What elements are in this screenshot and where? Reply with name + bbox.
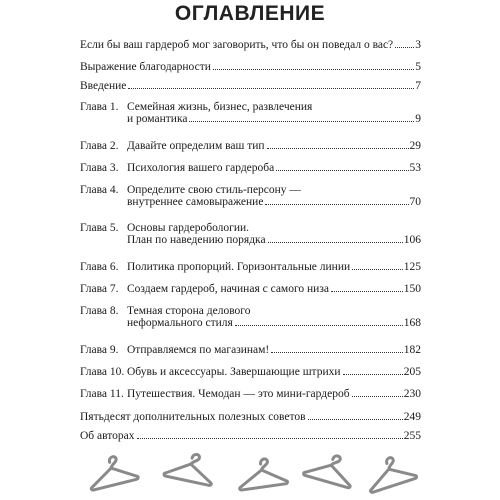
chapter-number: Глава 9. <box>80 344 119 356</box>
chapter-title-line: Семейная жизнь, бизнес, развлечения <box>127 101 313 113</box>
chapter-title-line: Политика пропорций. Горизонтальные линии <box>127 261 351 273</box>
chapter-title-line: Основы гардеробологии. <box>127 222 250 234</box>
chapter-title-line: Определите свою стиль-персону — <box>127 184 301 196</box>
toc-entry-fifty-tips[interactable] <box>80 411 421 423</box>
chapter-title-line: Путешествия. Чемодан — это мини-гардероб <box>127 388 350 400</box>
dot-leader <box>352 395 403 397</box>
chapter-number: Глава 1. <box>80 101 119 113</box>
dot-leader <box>352 268 403 270</box>
chapter-title-line: внутреннее самовыражение <box>127 196 264 208</box>
chapter-page: 182 <box>403 344 421 356</box>
hanger-icon <box>358 446 422 500</box>
hanger-icon <box>232 450 291 497</box>
chapter-title-line: План по наведению порядка <box>127 234 266 246</box>
toc-entry-about-authors[interactable] <box>80 430 421 442</box>
toc-chapter-10[interactable] <box>80 366 421 378</box>
chapter-page: 125 <box>403 261 421 273</box>
chapter-number: Глава 4. <box>80 184 119 196</box>
chapter-title-line: и романтика <box>127 113 188 125</box>
chapter-number: Глава 2. <box>80 140 119 152</box>
toc-chapter-1[interactable] <box>80 101 421 125</box>
toc-chapter-7[interactable] <box>80 283 421 295</box>
dot-leader <box>213 68 414 70</box>
toc-chapter-6[interactable] <box>80 261 421 273</box>
toc-entry-page: 5 <box>415 61 421 73</box>
toc-entry-acknowledgements[interactable] <box>80 61 421 73</box>
toc-entry-introduction[interactable] <box>80 80 421 92</box>
chapter-page: 9 <box>415 113 421 125</box>
dot-leader <box>276 169 408 171</box>
chapter-title-line: Создаем гардероб, начиная с самого низа <box>127 283 329 295</box>
toc-chapter-5[interactable] <box>80 222 421 246</box>
toc-entry-label: Введение <box>80 80 127 92</box>
dot-leader <box>235 324 403 326</box>
toc-entry-label: Об авторах <box>80 430 135 442</box>
chapter-title-line: неформального стиля <box>127 317 233 329</box>
toc-chapter-3[interactable] <box>80 162 421 174</box>
chapter-page: 230 <box>403 388 421 400</box>
toc-entry-label: Пятьдесят дополнительных полезных советов <box>80 411 306 423</box>
toc-entry-label: Выражение благодарности <box>80 61 211 73</box>
dot-leader <box>189 120 414 122</box>
chapter-title-line: Обувь и аксессуары. Завершающие штрихи <box>127 366 341 378</box>
dot-leader <box>137 437 403 439</box>
chapter-title-line: Темная сторона делового <box>127 305 251 317</box>
chapter-number: Глава 8. <box>80 305 119 317</box>
chapter-number: Глава 7. <box>80 283 119 295</box>
page-title: ОГЛАВЛЕНИЕ <box>174 2 326 25</box>
dot-leader <box>395 46 414 48</box>
toc-entry-label: Если бы ваш гардероб мог заговорить, что бы он поведал о вас? <box>80 39 394 51</box>
hanger-icon <box>159 443 220 493</box>
chapter-number: Глава 6. <box>80 261 119 273</box>
chapter-page: 70 <box>409 196 421 208</box>
chapter-page: 168 <box>403 317 421 329</box>
hanger-icon <box>299 442 362 495</box>
hanger-icon <box>81 446 143 498</box>
chapter-page: 150 <box>403 283 421 295</box>
dot-leader <box>343 373 403 375</box>
chapter-title-line: Психология вашего гардероба <box>127 162 275 174</box>
toc-entry-page: 7 <box>415 80 421 92</box>
dot-leader <box>268 241 403 243</box>
toc-chapter-11[interactable] <box>80 388 421 400</box>
chapter-page: 29 <box>409 140 421 152</box>
chapter-number: Глава 5. <box>80 222 119 234</box>
chapter-number: Глава 10. <box>80 366 125 378</box>
dot-leader <box>267 147 409 149</box>
chapter-page: 205 <box>403 366 421 378</box>
toc-chapter-8[interactable] <box>80 305 421 329</box>
chapter-title-line: Давайте определим ваш тип <box>127 140 265 152</box>
chapter-number: Глава 3. <box>80 162 119 174</box>
toc-entry-page: 255 <box>403 430 421 442</box>
toc-entry-page: 3 <box>415 39 421 51</box>
dot-leader <box>271 351 402 353</box>
toc-chapter-9[interactable] <box>80 344 421 356</box>
chapter-page: 53 <box>409 162 421 174</box>
toc-entry-preface[interactable] <box>80 39 421 51</box>
chapter-title-line: Отправляемся по магазинам! <box>127 344 270 356</box>
toc-chapter-4[interactable] <box>80 184 421 208</box>
chapter-number: Глава 11. <box>80 388 124 400</box>
hangers-decoration <box>75 446 425 496</box>
dot-leader <box>265 203 408 205</box>
dot-leader <box>331 290 403 292</box>
toc-entry-page: 249 <box>403 411 421 423</box>
dot-leader <box>308 418 403 420</box>
dot-leader <box>128 87 414 89</box>
chapter-page: 106 <box>403 234 421 246</box>
toc-chapter-2[interactable] <box>80 140 421 152</box>
